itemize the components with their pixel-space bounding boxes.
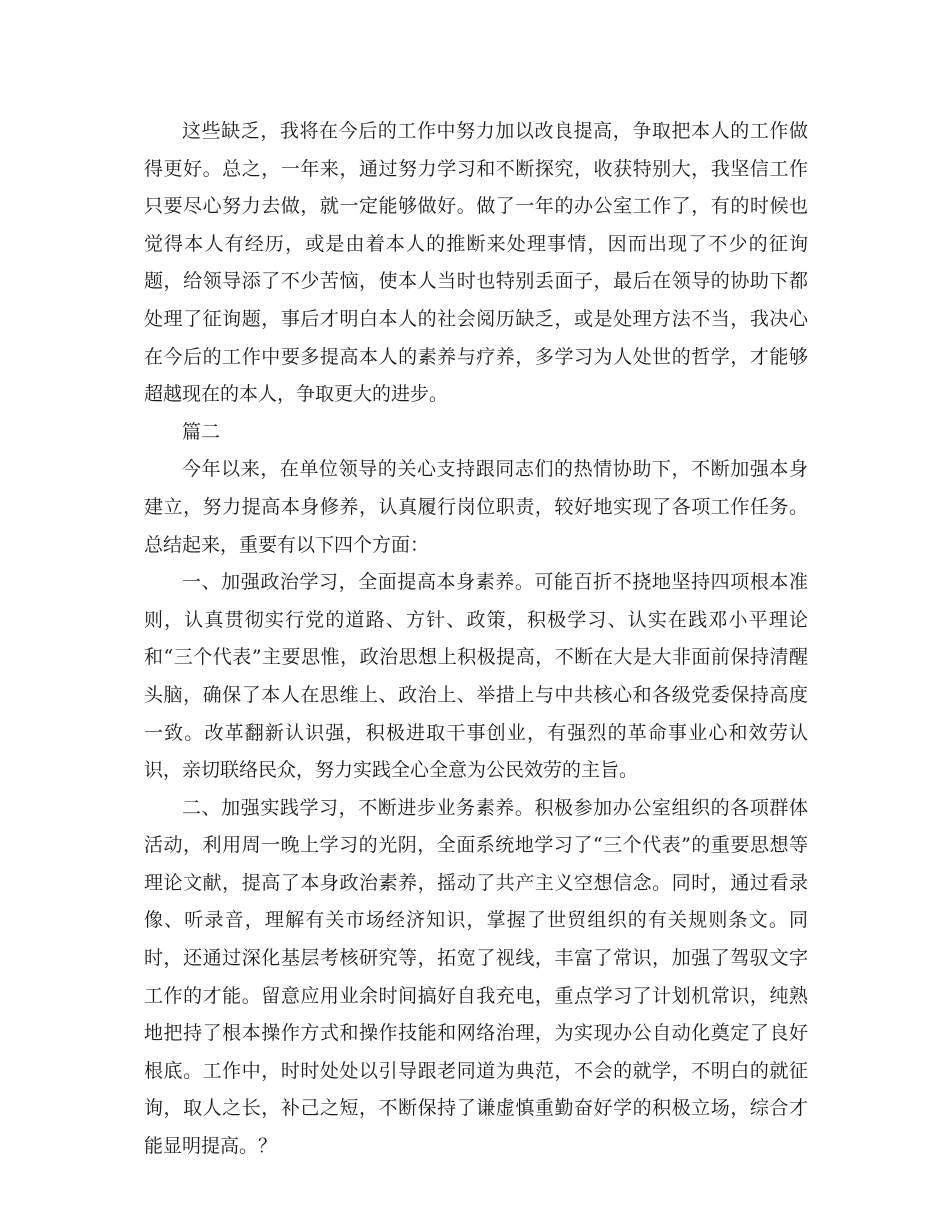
paragraph-political-study: 一、加强政治学习，全面提高本身素养。可能百折不挠地坚持四项根本准则，认真贯彻实行党的道路、方针、政策，积极学习、认实在践邓小平理论和“三个代表”主要思惟，政治思想上积极提高，不断在大是大非面前保持清醒头脑，确保了本人在思维上、政治上、举措上与中共核心和各级党委保持高度一致。改革翻新认识强，积极进取干事创业，有强烈的革命事业心和效劳认识，亲切联络民众，努力实践全心全意为公民效劳的主旨。	[144, 571, 808, 782]
section-heading-part-two: 篇二	[182, 420, 221, 443]
paragraph-practice-study: 二、加强实践学习，不断进步业务素养。积极参加办公室组织的各项群体活动，利用周一晚上学习的光阴，全面系统地学习了“三个代表”的重要思想等理论文献，提高了本身政治素养，摇动了共产主义空想信念。同时，通过看录像、听录音，理解有关市场经济知识，掌握了世贸组织的有关规则条文。同时，还通过深化基层考核研究等，拓宽了视线，丰富了常识，加强了驾驭文字工作的才能。留意应用业余时间搞好自我充电，重点学习了计划机常识，纯熟地把持了根本操作方式和操作技能和网络治理，为实现办公自动化奠定了良好根底。工作中，时时处处以引导跟老同道为典范，不会的就学，不明白的就征询，取人之长，补己之短，不断保持了谦虚慎重勤奋好学的积极立场，综合才能显明提高。？	[144, 796, 808, 1158]
document-body	[144, 113, 808, 1166]
paragraph-continuation: 这些缺乏，我将在今后的工作中努力加以改良提高，争取把本人的工作做得更好。总之，一年来，通过努力学习和不断探究，收获特别大，我坚信工作只要尽心努力去做，就一定能够做好。做了一年的办公室工作了，有的时候也觉得本人有经历，或是由着本人的推断来处理事情，因而出现了不少的征询题，给领导添了不少苦恼，使本人当时也特别丢面子，最后在领导的协助下都处理了征询题，事后才明白本人的社会阅历缺乏，或是处理方法不当，我决心在今后的工作中要多提高本人的素养与疗养，多学习为人处世的哲学，才能够超越现在的本人，争取更大的进步。	[144, 120, 808, 406]
paragraph-intro: 今年以来，在单位领导的关心支持跟同志们的热情协助下，不断加强本身建立，努力提高本身修养，认真履行岗位职责，较好地实现了各项工作任务。总结起来，重要有以下四个方面：	[144, 458, 808, 556]
